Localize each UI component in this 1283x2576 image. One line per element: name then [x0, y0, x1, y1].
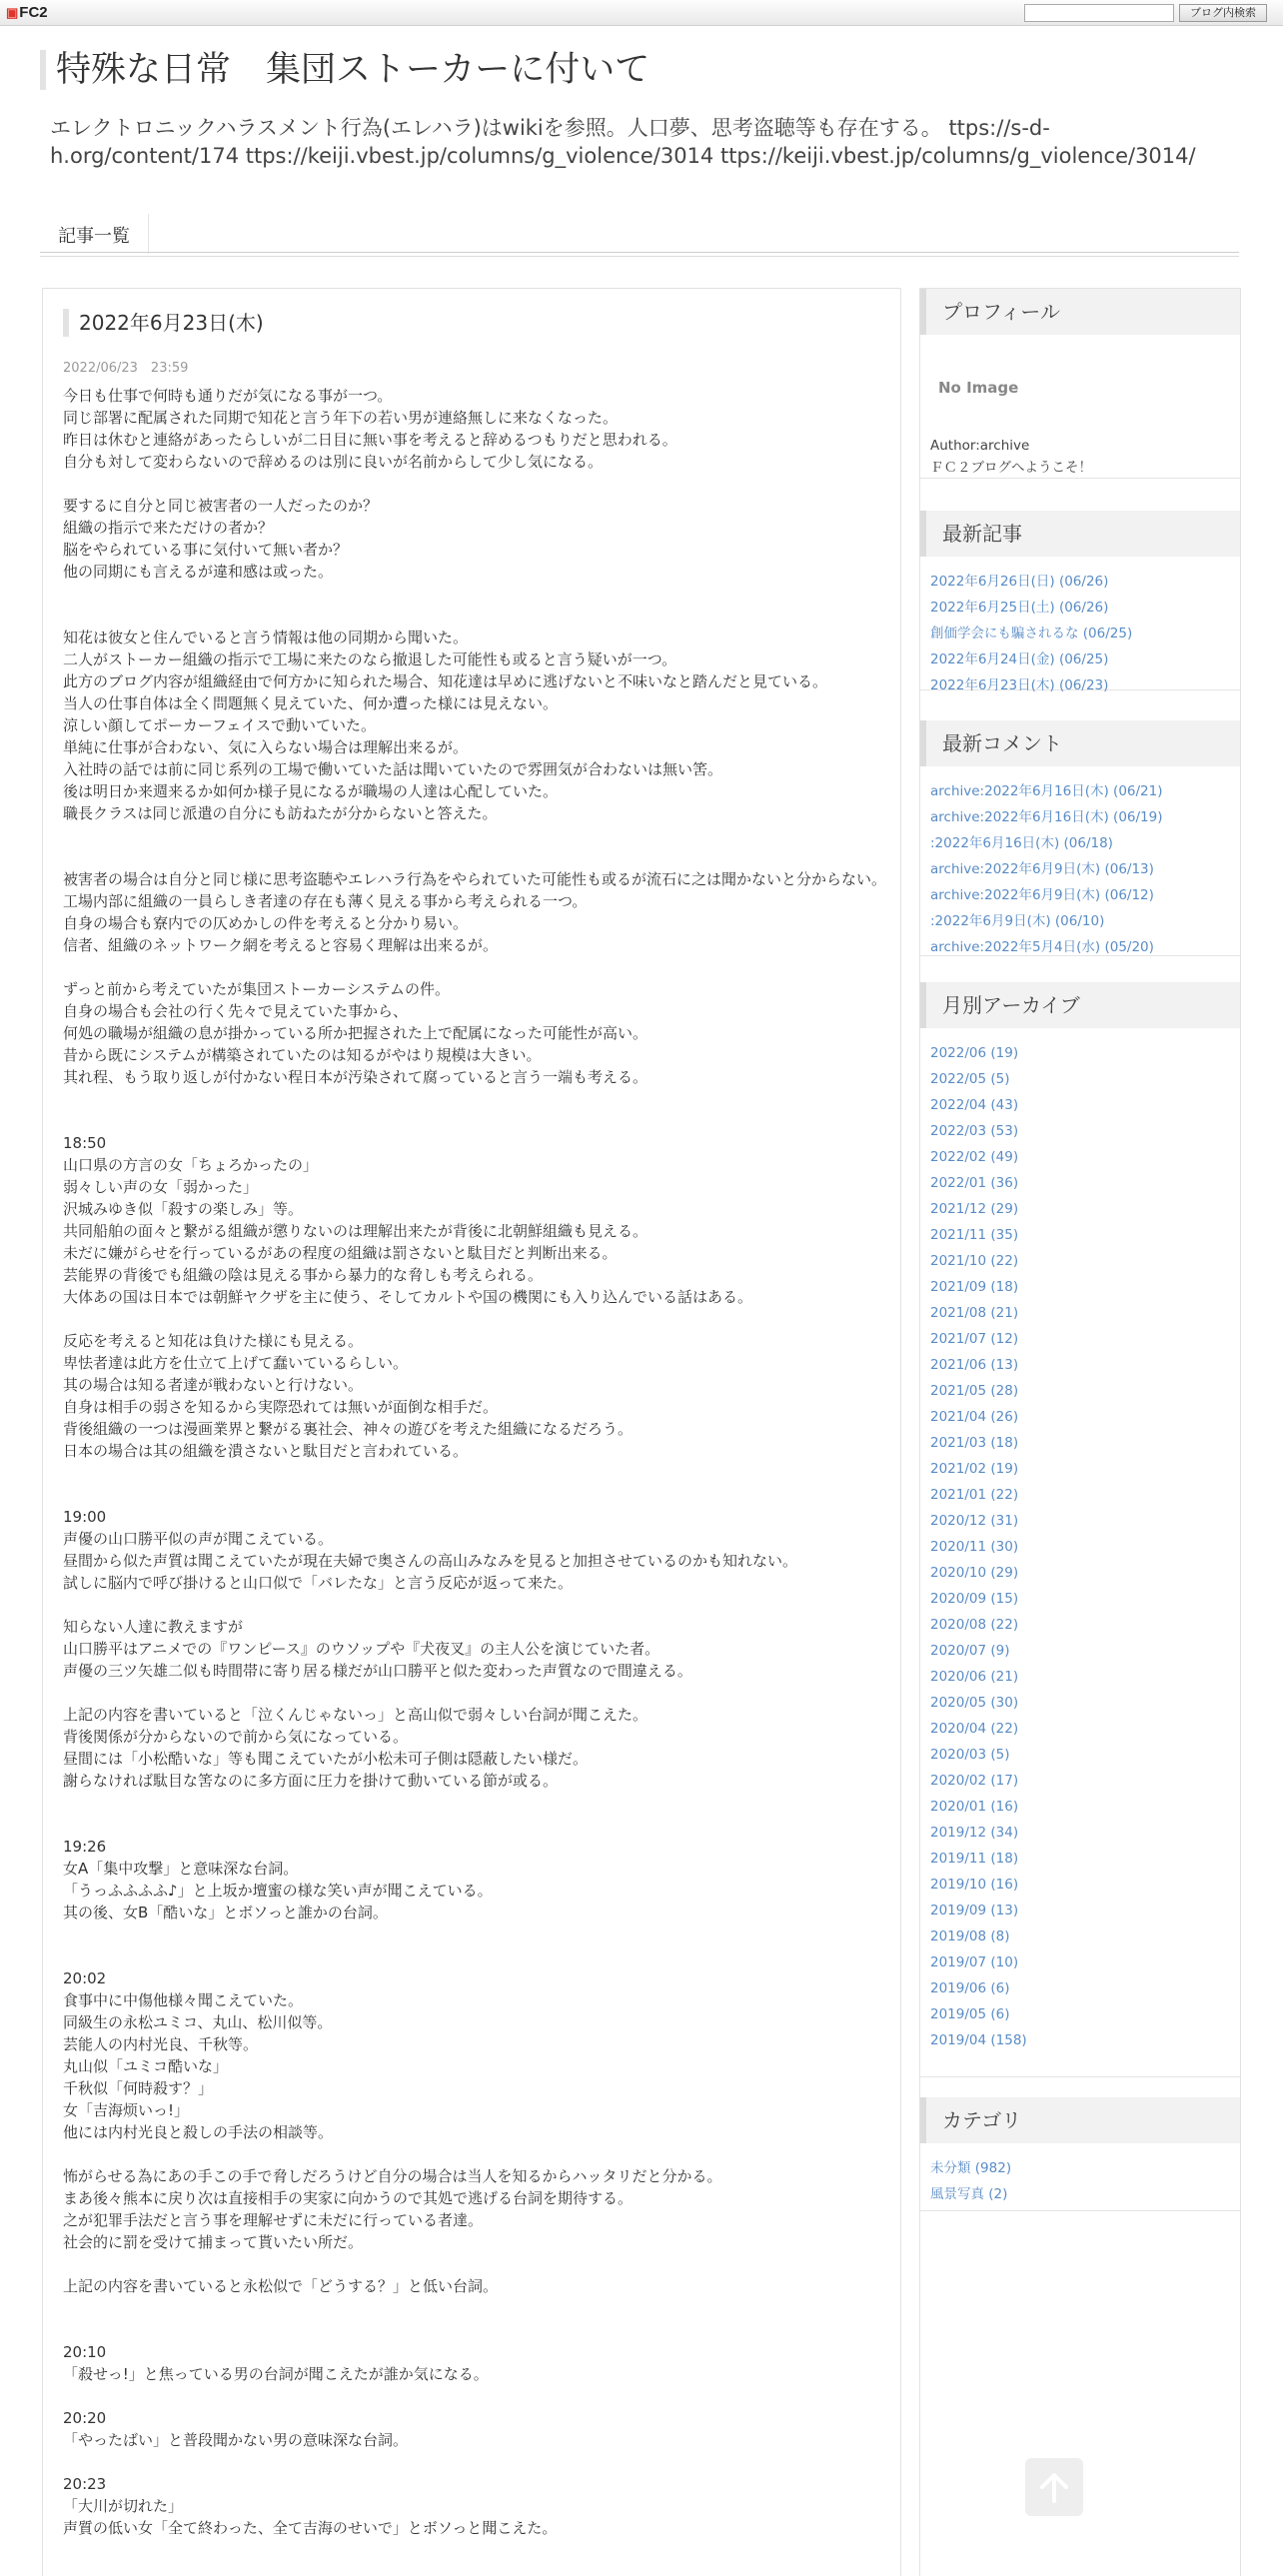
archive-month-link[interactable]: 2021/05 (28) [930, 1383, 1019, 1399]
entry-line: 18:50 [63, 1134, 107, 1152]
archive-month-link[interactable]: 2022/03 (53) [930, 1123, 1019, 1139]
recent-post-link[interactable]: 2022年6月26日(日) (06/26) [930, 574, 1109, 590]
archive-month-link[interactable]: 2020/05 (30) [930, 1695, 1019, 1711]
entry-line: 「やったばい」と普段聞かない男の意味深な台詞。 [63, 2431, 409, 2449]
entry-line: 未だに嫌がらせを行っているがあの程度の組織は罰さないと駄目だと判断出来る。 [63, 1244, 618, 1262]
entry-line: 20:10 [63, 2343, 107, 2361]
archive-month-link[interactable]: 2020/07 (9) [930, 1643, 1010, 1659]
entry-line: 其れ程、もう取り返しが付かない程日本が汚染されて腐っていると言う一端も考える。 [63, 1068, 648, 1086]
entry-line: 上記の内容を書いていると永松似で「どうする？」と低い台詞。 [63, 2277, 499, 2295]
entry-line [63, 1462, 892, 1484]
archive-month-link[interactable]: 2019/11 (18) [930, 1851, 1019, 1867]
entry-line: 沢城みゆき似「殺すの楽しみ」等。 [63, 1200, 304, 1218]
recent-posts-heading: 最新記事 [920, 511, 1240, 557]
entry-line [63, 1308, 892, 1330]
entry-line: 芸能界の背後でも組織の陰は見える事から暴力的な脅しも考えられる。 [63, 1266, 544, 1284]
entry-line [63, 473, 892, 495]
entry-line: 「大川が切れた」 [63, 2497, 184, 2515]
recent-comment-link[interactable]: archive:2022年5月4日(水) (05/20) [930, 939, 1154, 955]
entry-line: 共同船舶の面々と繋がる組織が懲りないのは理解出来たが背後に北朝鮮組織も見える。 [63, 1222, 648, 1240]
entry-line: 単純に仕事が合わない、気に入らない場合は理解出来るが。 [63, 738, 469, 756]
entry-line: 職長クラスは同じ派遣の自分にも訪ねたが分からないと答えた。 [63, 804, 498, 822]
entry-line: 声優の三ツ矢雄二似も時間帯に寄り居る様だが山口勝平と似た変わった声質なので間違える。 [63, 1662, 692, 1680]
recent-post-link[interactable]: 2022年6月24日(金) (06/25) [930, 651, 1109, 667]
blog-search-button[interactable]: ブログ内検索 [1179, 4, 1267, 22]
entry-line: 要するに自分と同じ被害者の一人だったのか？ [63, 497, 379, 515]
entry-line: 後は明日か来週来るか如何か様子見になるが職場の人達は心配していた。 [63, 782, 559, 800]
entry-line: 自身は相手の弱さを知るから実際恐れては無いが面倒な相手だ。 [63, 1398, 499, 1416]
archives-list [920, 1028, 1240, 2053]
entry-line: 工場内部に組織の一員らしき者達の存在も薄く見える事から考えられる一つ。 [63, 892, 588, 910]
entry-body [63, 385, 892, 2539]
recent-comments-list [920, 766, 1240, 960]
archive-month-link[interactable]: 2020/10 (29) [930, 1565, 1019, 1581]
entry-line: 昨日は休むと連絡があったらしいが二日目に無い事を考えると辞めるつもりだと思われる。 [63, 431, 677, 449]
profile-block [920, 289, 1240, 479]
categories-heading: カテゴリ [920, 2097, 1240, 2143]
recent-comments-block [920, 720, 1240, 956]
archive-month-link[interactable]: 2021/01 (22) [930, 1487, 1019, 1503]
archive-month-link[interactable]: 2020/01 (16) [930, 1799, 1019, 1815]
entry-line [63, 1088, 892, 1110]
recent-comment-link[interactable]: archive:2022年6月9日(木) (06/13) [930, 861, 1154, 877]
entry-line: 同級生の永松ユミコ、丸山、松川似等。 [63, 2013, 333, 2031]
archive-month-link[interactable]: 2022/04 (43) [930, 1097, 1019, 1113]
archive-month-link[interactable]: 2020/04 (22) [930, 1721, 1019, 1737]
blog-title[interactable]: 特殊な日常 集団ストーカーに付いて [40, 50, 649, 90]
archive-month-link[interactable]: 2019/12 (34) [930, 1825, 1019, 1841]
entry-line: 涼しい顔してポーカーフェイスで動いていた。 [63, 716, 377, 734]
recent-comment-link[interactable]: archive:2022年6月16日(木) (06/21) [930, 783, 1163, 799]
entry-line: 今日も仕事で何時も通りだが気になる事が一つ。 [63, 387, 393, 405]
category-link[interactable]: 未分類 (982) [930, 2160, 1012, 2176]
archive-month-link[interactable]: 2022/05 (5) [930, 1071, 1010, 1087]
entry-line: 自身の場合も寮内での仄めかしの件を考えると分かり易い。 [63, 914, 469, 932]
recent-posts-block [920, 511, 1240, 693]
entry-line: 当人の仕事自体は全く問題無く見えていた、何か遭った様には見えない。 [63, 694, 559, 712]
entry-line: 千秋似「何時殺す？」 [63, 2079, 214, 2097]
archive-month-link[interactable]: 2019/09 (13) [930, 1903, 1019, 1919]
archive-month-link[interactable]: 2020/12 (31) [930, 1513, 1019, 1529]
entry-line: 自身の場合も会社の行く先々で見えていた事から、 [63, 1002, 409, 1020]
entry-line: 二人がストーカー組織の指示で工場に来たのなら撤退した可能性も或ると言う疑いが一つ。 [63, 650, 677, 668]
archive-month-link[interactable]: 2022/01 (36) [930, 1175, 1019, 1191]
categories-block [920, 2097, 1240, 2211]
profile-heading: プロフィール [920, 289, 1240, 335]
entry-line: 他には内村光良と殺しの手法の相談等。 [63, 2123, 334, 2141]
entry-line: 同じ部署に配属された同期で知花と言う年下の若い男が連絡無しに来なくなった。 [63, 409, 619, 427]
entry-line: 怖がらせる為にあの手この手で脅しだろうけど自分の場合は当人を知るからハッタリだと分かる。 [63, 2167, 722, 2185]
archive-month-link[interactable]: 2022/06 (19) [930, 1045, 1019, 1061]
fc2-topbar [0, 0, 1283, 26]
entry-line: 此方のブログ内容が組織経由で何方かに知られた場合、知花達は早めに逃げないと不味いなと踏んだと見ている。 [63, 672, 828, 690]
recent-comment-link[interactable]: :2022年6月16日(木) (06/18) [930, 835, 1113, 851]
recent-comment-link[interactable]: :2022年6月9日(木) (06/10) [930, 913, 1105, 929]
archive-month-link[interactable]: 2019/10 (16) [930, 1877, 1019, 1893]
main-column [42, 288, 901, 2576]
entry-line [63, 583, 892, 605]
entry-line: 上記の内容を書いていると「泣くんじゃないっ」と高山似で弱々しい台詞が聞こえた。 [63, 1706, 648, 1724]
entry-line [63, 2385, 892, 2407]
entry-title[interactable]: 2022年6月23日(木) [63, 309, 264, 337]
entry-line: 20:20 [63, 2409, 107, 2427]
header-divider [40, 252, 1239, 253]
entry-line [63, 2319, 892, 2341]
archive-month-link[interactable]: 2021/09 (18) [930, 1279, 1019, 1295]
entry-line: 20:23 [63, 2475, 107, 2493]
entry-line [63, 1110, 892, 1132]
entry-line: ずっと前から考えていたが集団ストーカーシステムの件。 [63, 980, 451, 998]
entry-line [63, 605, 892, 627]
entry-line [63, 2297, 892, 2319]
entry-line: 女「吉海烦いっ!」 [63, 2101, 190, 2119]
profile-no-image: No Image [938, 379, 1019, 397]
entry-line: 19:00 [63, 1508, 107, 1526]
archive-month-link[interactable]: 2021/11 (35) [930, 1227, 1019, 1243]
entry-line: 19:26 [63, 1838, 107, 1856]
archive-month-link[interactable]: 2020/03 (5) [930, 1747, 1010, 1763]
entry-line: 之が犯罪手法だと言う事を理解せずに未だに行っている者達。 [63, 2211, 484, 2229]
entry-date: 2022/06/23 23:59 [63, 361, 189, 376]
profile-welcome: ＦＣ２ブログへようこそ！ [930, 460, 1092, 476]
archive-month-link[interactable]: 2020/11 (30) [930, 1539, 1019, 1555]
entry-line: 信者、組織のネットワーク網を考えると容易く理解は出来るが。 [63, 936, 499, 954]
entry-line: 其の場合は知る者達が戦わないと行けない。 [63, 1376, 364, 1394]
entry-line: 社会的に罰を受けて捕まって貰いたい所だ。 [63, 2233, 364, 2251]
fc2-logo-text: FC2 [19, 4, 48, 21]
entry-line: 山口県の方言の女「ちょろかったの」 [63, 1156, 319, 1174]
archive-month-link[interactable]: 2020/06 (21) [930, 1669, 1019, 1685]
entry-line [63, 846, 892, 868]
entry-line [63, 2143, 892, 2165]
entry-line: 山口勝平はアニメでの『ワンピース』のウソップや『犬夜叉』の主人公を演じていた者。 [63, 1640, 660, 1658]
archive-month-link[interactable]: 2020/02 (17) [930, 1773, 1019, 1789]
archive-month-link[interactable]: 2019/06 (6) [930, 1980, 1010, 1996]
recent-posts-list [920, 557, 1240, 698]
profile-author: Author:archive [930, 438, 1030, 454]
header-divider-2 [40, 256, 1239, 257]
scroll-top-button[interactable] [1025, 2458, 1083, 2516]
archives-heading: 月別アーカイブ [920, 982, 1240, 1028]
entry-line: 何処の職場が組織の息が掛かっている所か把握された上で配属になった可能性が高い。 [63, 1024, 648, 1042]
entry-line: 「殺せっ!」と焦っている男の台詞が聞こえたが誰か気になる。 [63, 2365, 489, 2383]
entry-line: 芸能人の内村光良、千秋等。 [63, 2035, 259, 2053]
archive-month-link[interactable]: 2020/09 (15) [930, 1591, 1019, 1607]
entry-line: 背後組織の一つは漫画業界と繋がる裏社会、神々の遊びを考えた組織になるだろう。 [63, 1420, 634, 1438]
entry-line [63, 1814, 892, 1836]
entry-line: 昼間には「小松酷いな」等も聞こえていたが小松未可子側は隠蔽したい様だ。 [63, 1750, 589, 1768]
nav-article-list[interactable]: 記事一覧 [40, 214, 149, 254]
entry-line: 他の同期にも言えるが違和感は或った。 [63, 563, 334, 581]
fc2-logo-icon: ▣ [6, 5, 19, 20]
entry-line [63, 1924, 892, 1945]
entry-line [63, 1945, 892, 1967]
archive-month-link[interactable]: 2022/02 (49) [930, 1149, 1019, 1165]
entry-line: 食事中に中傷他様々聞こえていた。 [63, 1991, 304, 2009]
entry-line: 弱々しい声の女「弱かった」 [63, 1178, 259, 1196]
entry-line: 日本の場合は其の組織を潰さないと駄目だと言われている。 [63, 1442, 469, 1460]
entry-line: 反応を考えると知花は負けた様にも見える。 [63, 1332, 364, 1350]
categories-list [920, 2143, 1240, 2207]
entry-line: 「うっふふふふ♪」と上坂か壇蜜の様な笑い声が聞こえている。 [63, 1882, 493, 1900]
entry-line: 自分も対して変わらないので辞めるのは別に良いが名前からして少し気になる。 [63, 453, 604, 471]
archive-month-link[interactable]: 2021/08 (21) [930, 1305, 1019, 1321]
entry-line: 知らない人達に教えますが [63, 1618, 244, 1636]
entry-line: 丸山似「ユミコ酷いな」 [63, 2057, 229, 2075]
archive-month-link[interactable]: 2019/07 (10) [930, 1954, 1019, 1970]
fc2-logo[interactable] [6, 4, 48, 21]
recent-post-link[interactable]: 2022年6月23日(木) (06/23) [930, 677, 1109, 693]
entry-line [63, 1792, 892, 1814]
entry-line [63, 1594, 892, 1616]
recent-comment-link[interactable]: archive:2022年6月16日(木) (06/19) [930, 809, 1163, 825]
archive-month-link[interactable]: 2021/03 (18) [930, 1435, 1019, 1451]
entry-line: 組織の指示で来ただけの者か？ [63, 519, 274, 537]
recent-comment-link[interactable]: archive:2022年6月9日(木) (06/12) [930, 887, 1154, 903]
entry-line [63, 956, 892, 978]
entry-line: 声質の低い女「全て終わった、全て吉海のせいで」とボソっと聞こえた。 [63, 2519, 558, 2537]
archive-month-link[interactable]: 2021/12 (29) [930, 1201, 1019, 1217]
archive-month-link[interactable]: 2019/08 (8) [930, 1929, 1010, 1944]
entry-line [63, 2451, 892, 2473]
entry-line: 被害者の場合は自分と同じ様に思考盗聴やエレハラ行為をやられていた可能性も或るが流石に之は聞かないと分からない。 [63, 870, 886, 888]
category-link[interactable]: 風景写真 (2) [930, 2186, 1008, 2202]
archive-month-link[interactable]: 2021/04 (26) [930, 1409, 1019, 1425]
blog-description: エレクトロニックハラスメント行為(エレハラ)はwikiを参照。人口夢、思考盗聴等も存在する。 ttps://s-d-h.org/content/174 ttps://keiji.vbest.jp/columns/g_violence/3014 ttps://keiji.vbest.jp/columns/g_violence/3014/ [50, 116, 1196, 168]
entry-line: 知花は彼女と住んでいると言う情報は他の同期から聞いた。 [63, 629, 469, 646]
archive-month-link[interactable]: 2020/08 (22) [930, 1617, 1019, 1633]
archive-month-link[interactable]: 2021/06 (13) [930, 1357, 1019, 1373]
archive-month-link[interactable]: 2019/05 (6) [930, 2006, 1010, 2022]
entry-line [63, 2253, 892, 2275]
arrow-up-icon [1036, 2469, 1072, 2505]
entry-line: 20:02 [63, 1969, 107, 1987]
archive-month-link[interactable]: 2021/07 (12) [930, 1331, 1019, 1347]
entry-line: 昔から既にシステムが構築されていたのは知るがやはり規模は大きい。 [63, 1046, 542, 1064]
recent-post-link[interactable]: 2022年6月25日(土) (06/26) [930, 600, 1109, 616]
entry-line: 入社時の話では前に同じ系列の工場で働いていた話は聞いていたので雰囲気が合わないは無い筈。 [63, 760, 723, 778]
entry-line: 昼間から似た声質は聞こえていたが現在夫婦で奥さんの高山みなみを見ると加担させているのかも知れない。 [63, 1552, 798, 1570]
entry-line: 女A「集中攻撃」と意味深な台詞。 [63, 1860, 299, 1878]
archive-month-link[interactable]: 2019/04 (158) [930, 2032, 1027, 2048]
sidebar [919, 288, 1241, 2576]
entry-line: 試しに脳内で呼び掛けると山口似で「バレたな」と言う反応が返って来た。 [63, 1574, 574, 1592]
entry-line: まあ後々熊本に戻り次は直接相手の実家に向かうので其処で逃げる台詞を期待する。 [63, 2189, 634, 2207]
archive-month-link[interactable]: 2021/10 (22) [930, 1253, 1019, 1269]
entry-line: 声優の山口勝平似の声が聞こえている。 [63, 1530, 334, 1548]
archive-month-link[interactable]: 2021/02 (19) [930, 1461, 1019, 1477]
entry-line [63, 1682, 892, 1704]
entry-line: 背後関係が分からないので前から気になっている。 [63, 1728, 409, 1746]
blog-search-input[interactable] [1024, 4, 1174, 22]
entry-line: 大体あの国は日本では朝鮮ヤクザを主に使う、そしてカルトや国の機関にも入り込んでいる話はある。 [63, 1288, 753, 1306]
recent-post-link[interactable]: 創価学会にも騙されるな (06/25) [930, 626, 1133, 642]
archives-block [920, 982, 1240, 2077]
entry-line: 卑怯者達は此方を仕立て上げて蠢いているらしい。 [63, 1354, 409, 1372]
recent-comments-heading: 最新コメント [920, 720, 1240, 766]
entry-line: 謝らなければ駄目な筈なのに多方面に圧力を掛けて動いている節が或る。 [63, 1772, 559, 1790]
entry-line: 其の後、女B「酷いな」とボソっと誰かの台詞。 [63, 1904, 388, 1922]
entry-line [63, 824, 892, 846]
entry-line: 脳をやられている事に気付いて無い者か？ [63, 541, 349, 559]
entry-line [63, 1484, 892, 1506]
